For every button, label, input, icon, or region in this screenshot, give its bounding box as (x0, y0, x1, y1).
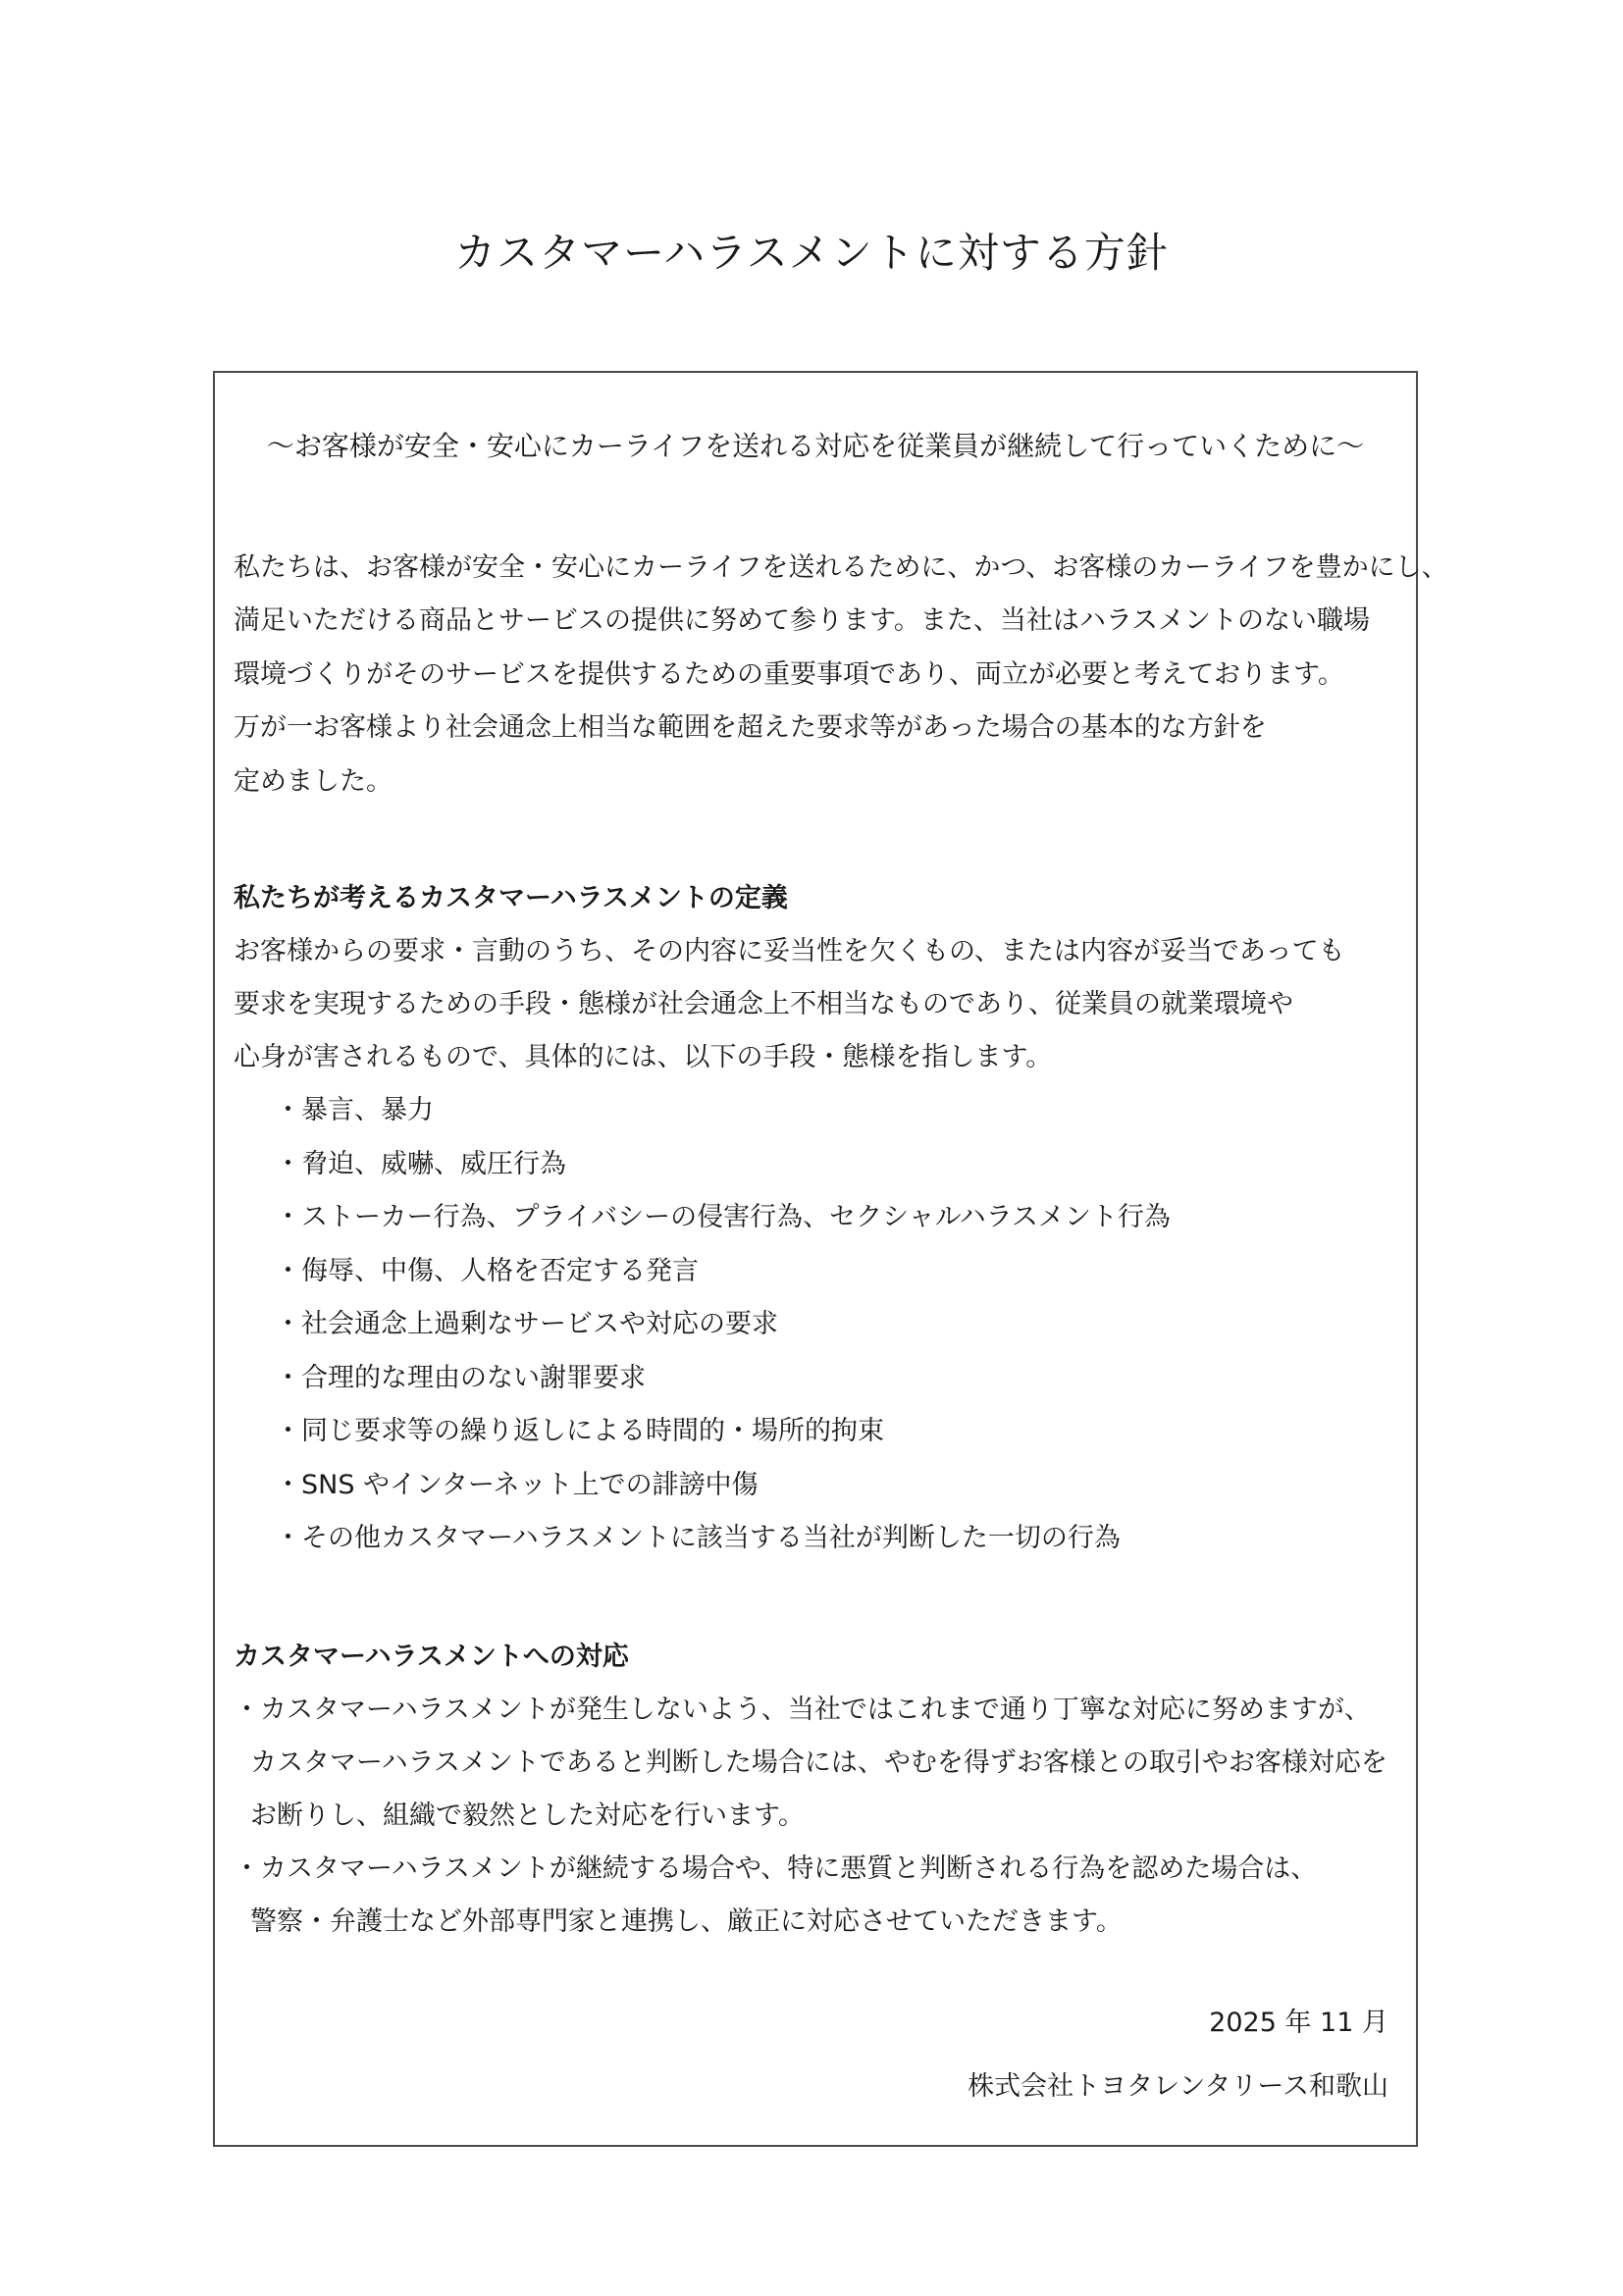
list-item: ・脅迫、威嚇、威圧行為 (275, 1148, 566, 1179)
list-item: ・社会通念上過剰なサービスや対応の要求 (275, 1309, 778, 1339)
issue-date: 2025 年 11 月 (1209, 2008, 1388, 2038)
response-line: ・カスタマーハラスメントが継続する場合や、特に悪質と判断される行為を認めた場合は、 (234, 1853, 1318, 1884)
intro-line: 私たちは、お客様が安全・安心にカーライフを送れるために、かつ、お客様のカーライフを豊かにし、 (234, 552, 1448, 583)
harassment-list (234, 1084, 1396, 1566)
list-item: ・SNS やインターネット上での誹謗中傷 (275, 1469, 759, 1500)
policy-box (213, 371, 1448, 2147)
intro-paragraph (234, 542, 1448, 809)
document-title: カスタマーハラスメントに対する方針 (454, 229, 1169, 277)
list-item: ・ストーカー行為、プライバシーの侵害行為、セクシャルハラスメント行為 (275, 1202, 1171, 1232)
response-line: ・カスタマーハラスメントが発生しないよう、当社ではこれまで通り丁寧な対応に努めますが、 (234, 1695, 1371, 1725)
list-item: ・合理的な理由のない謝罪要求 (275, 1362, 646, 1393)
intro-line: 環境づくりがそのサービスを提供するための重要事項であり、両立が必要と考えております。 (234, 658, 1344, 690)
intro-line: 定めました。 (234, 765, 393, 797)
response-line: 警察・弁護士など外部専門家と連携し、厳正に対応させていただきます。 (250, 1906, 1123, 1937)
response-line: お断りし、組織で毅然とした対応を行います。 (250, 1800, 805, 1831)
policy-subtitle: ～お客様が安全・安心にカーライフを送れる対応を従業員が継続して行っていくために～ (266, 430, 1365, 462)
response-section (234, 1631, 1396, 1949)
intro-line: 万が一お客様より社会通念上相当な範囲を超えた要求等があった場合の基本的な方針を (234, 712, 1267, 744)
definition-line: お客様からの要求・言動のうち、その内容に妥当性を欠くもの、または内容が妥当であっても (234, 936, 1345, 966)
response-heading: カスタマーハラスメントへの対応 (234, 1642, 629, 1672)
company-name: 株式会社トヨタレンタリース和歌山 (968, 2071, 1388, 2102)
definition-section (234, 872, 1396, 1566)
list-item: ・同じ要求等の繰り返しによる時間的・場所的拘束 (275, 1416, 884, 1446)
response-line: カスタマーハラスメントであると判断した場合には、やむを得ずお客様との取引やお客様対応を (250, 1748, 1387, 1778)
definition-line: 心身が害されるもので、具体的には、以下の手段・態様を指します。 (234, 1042, 1053, 1072)
response-item (234, 1843, 1396, 1949)
list-item: ・その他カスタマーハラスメントに該当する当社が判断した一切の行為 (275, 1523, 1121, 1553)
intro-line: 満足いただける商品とサービスの提供に努めて参ります。また、当社はハラスメントのない職場 (234, 605, 1371, 637)
list-item: ・暴言、暴力 (275, 1095, 434, 1125)
list-item: ・侮辱、中傷、人格を否定する発言 (275, 1255, 699, 1286)
definition-heading: 私たちが考えるカスタマーハラスメントの定義 (234, 883, 788, 913)
response-item (234, 1684, 1396, 1843)
definition-line: 要求を実現するための手段・態様が社会通念上不相当なものであり、従業員の就業環境や (234, 989, 1293, 1019)
